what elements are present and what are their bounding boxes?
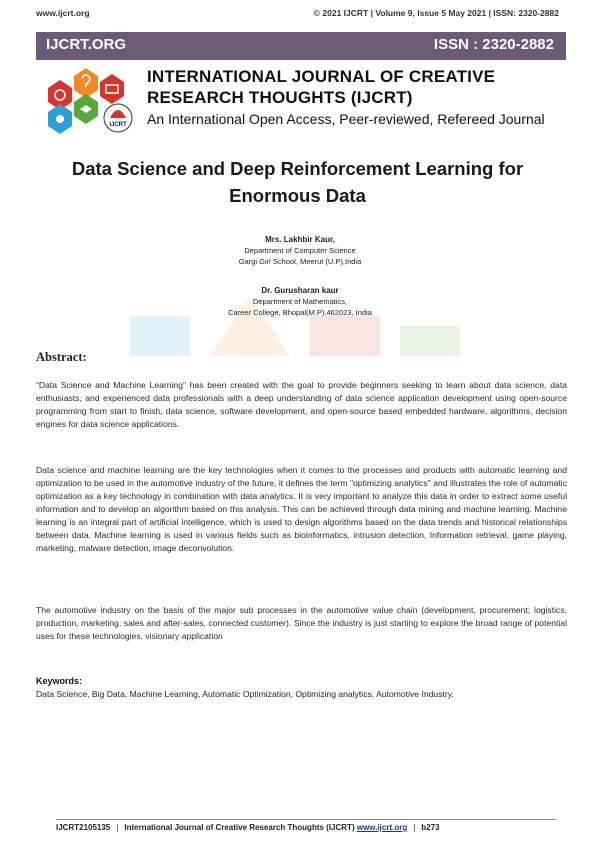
paper-title <box>30 155 565 209</box>
watermark-logo <box>120 296 480 366</box>
abstract-paragraph-2: Data science and machine learning are the key technologies when it comes to the processes and products with automatic learning and optimization to be used in the automotive industry of the future, it defines the term "optimizing analytics" and illustrates the role of automatic optimization as a key technology in combination with data analytics. It is very important to analyze this data in order to extract some useful information and to develop an algorithm based on this analysis. This can be achieved through data mining and machine learning. Machine learning is an integral part of artificial intelligence, which is used to design algorithms based on the data trends and historical relationships between data. Machine learning is used in various fields such as bioinformatics, intrusion detection, Information retrieval, game playing, marketing, malware detection, image deconvolution. <box>36 465 567 553</box>
author-dept: Department of Computer Science <box>244 246 356 255</box>
page-footer: IJCRT2105135 | International Journal of Creative Research Thoughts (IJCRT) www.ijcrt.org | b273 <box>56 823 440 832</box>
banner-issn: ISSN : 2320-2882 <box>433 36 554 53</box>
citation-line: © 2021 IJCRT | Volume 9, Issue 5 May 2021 | ISSN: 2320-2882 <box>313 8 559 18</box>
paper-title-line2: Enormous Data <box>229 185 366 206</box>
author-affiliation: Gargi Girl School, Meerut (U.P),India <box>238 257 362 266</box>
page-number: b273 <box>421 823 440 832</box>
running-header <box>36 8 559 22</box>
footer-url-link[interactable]: www.ijcrt.org <box>356 823 408 832</box>
banner-site: IJCRT.ORG <box>46 36 127 53</box>
paper-id: IJCRT2105135 <box>56 823 111 832</box>
journal-name-line2: RESEARCH THOUGHTS (IJCRT) <box>147 88 413 107</box>
footer-rule <box>56 819 556 820</box>
logo-text: IJCRT <box>109 122 127 128</box>
ijcrt-logo-icon <box>44 66 140 134</box>
journal-subtitle: An International Open Access, Peer-reviewed, Refereed Journal <box>147 111 545 127</box>
author-block-1 <box>100 234 500 267</box>
site-url[interactable]: www.ijcrt.org <box>36 8 90 18</box>
keywords-heading: Keywords: <box>36 676 83 686</box>
abstract-heading: Abstract: <box>36 350 87 364</box>
journal-name-line1: INTERNATIONAL JOURNAL OF CREATIVE <box>147 67 496 86</box>
paper-title-line1: Data Science and Deep Reinforcement Learning for <box>71 158 524 179</box>
abstract-paragraph-1: “Data Science and Machine Learning” has been created with the goal to provide beginners seeking to learn about data science, data enthusiasts, and experienced data professionals with a deep understanding of data science application development using open-source programming from start to finish, data science, software development, and open-source based embedded hardware, algorithms, decision engines for data science applications. <box>36 380 567 429</box>
footer-journal: International Journal of Creative Research Thoughts (IJCRT) <box>124 823 355 832</box>
keywords-list: Data Science, Big Data, Machine Learning, Automatic Optimization, Optimizing analytics, Automotive Industry. <box>36 689 454 699</box>
abstract-paragraph-3: The automotive industry on the basis of the major sub processes in the automotive value chain (development, procurement; logistics, production, marketing, sales and after-sales, connected customer). Since the industry is just starting to explore the broad range of potential uses for these technologies, visionary application <box>36 605 567 641</box>
journal-banner <box>36 32 566 60</box>
author-dept: Department of Mathematics, <box>252 297 348 306</box>
author-name: Mrs. Lakhbir Kaur, <box>265 235 335 244</box>
author-name: Dr. Gurusharan kaur <box>261 286 339 295</box>
author-affiliation: Career College, Bhopal(M.P),462023, India <box>228 308 372 317</box>
